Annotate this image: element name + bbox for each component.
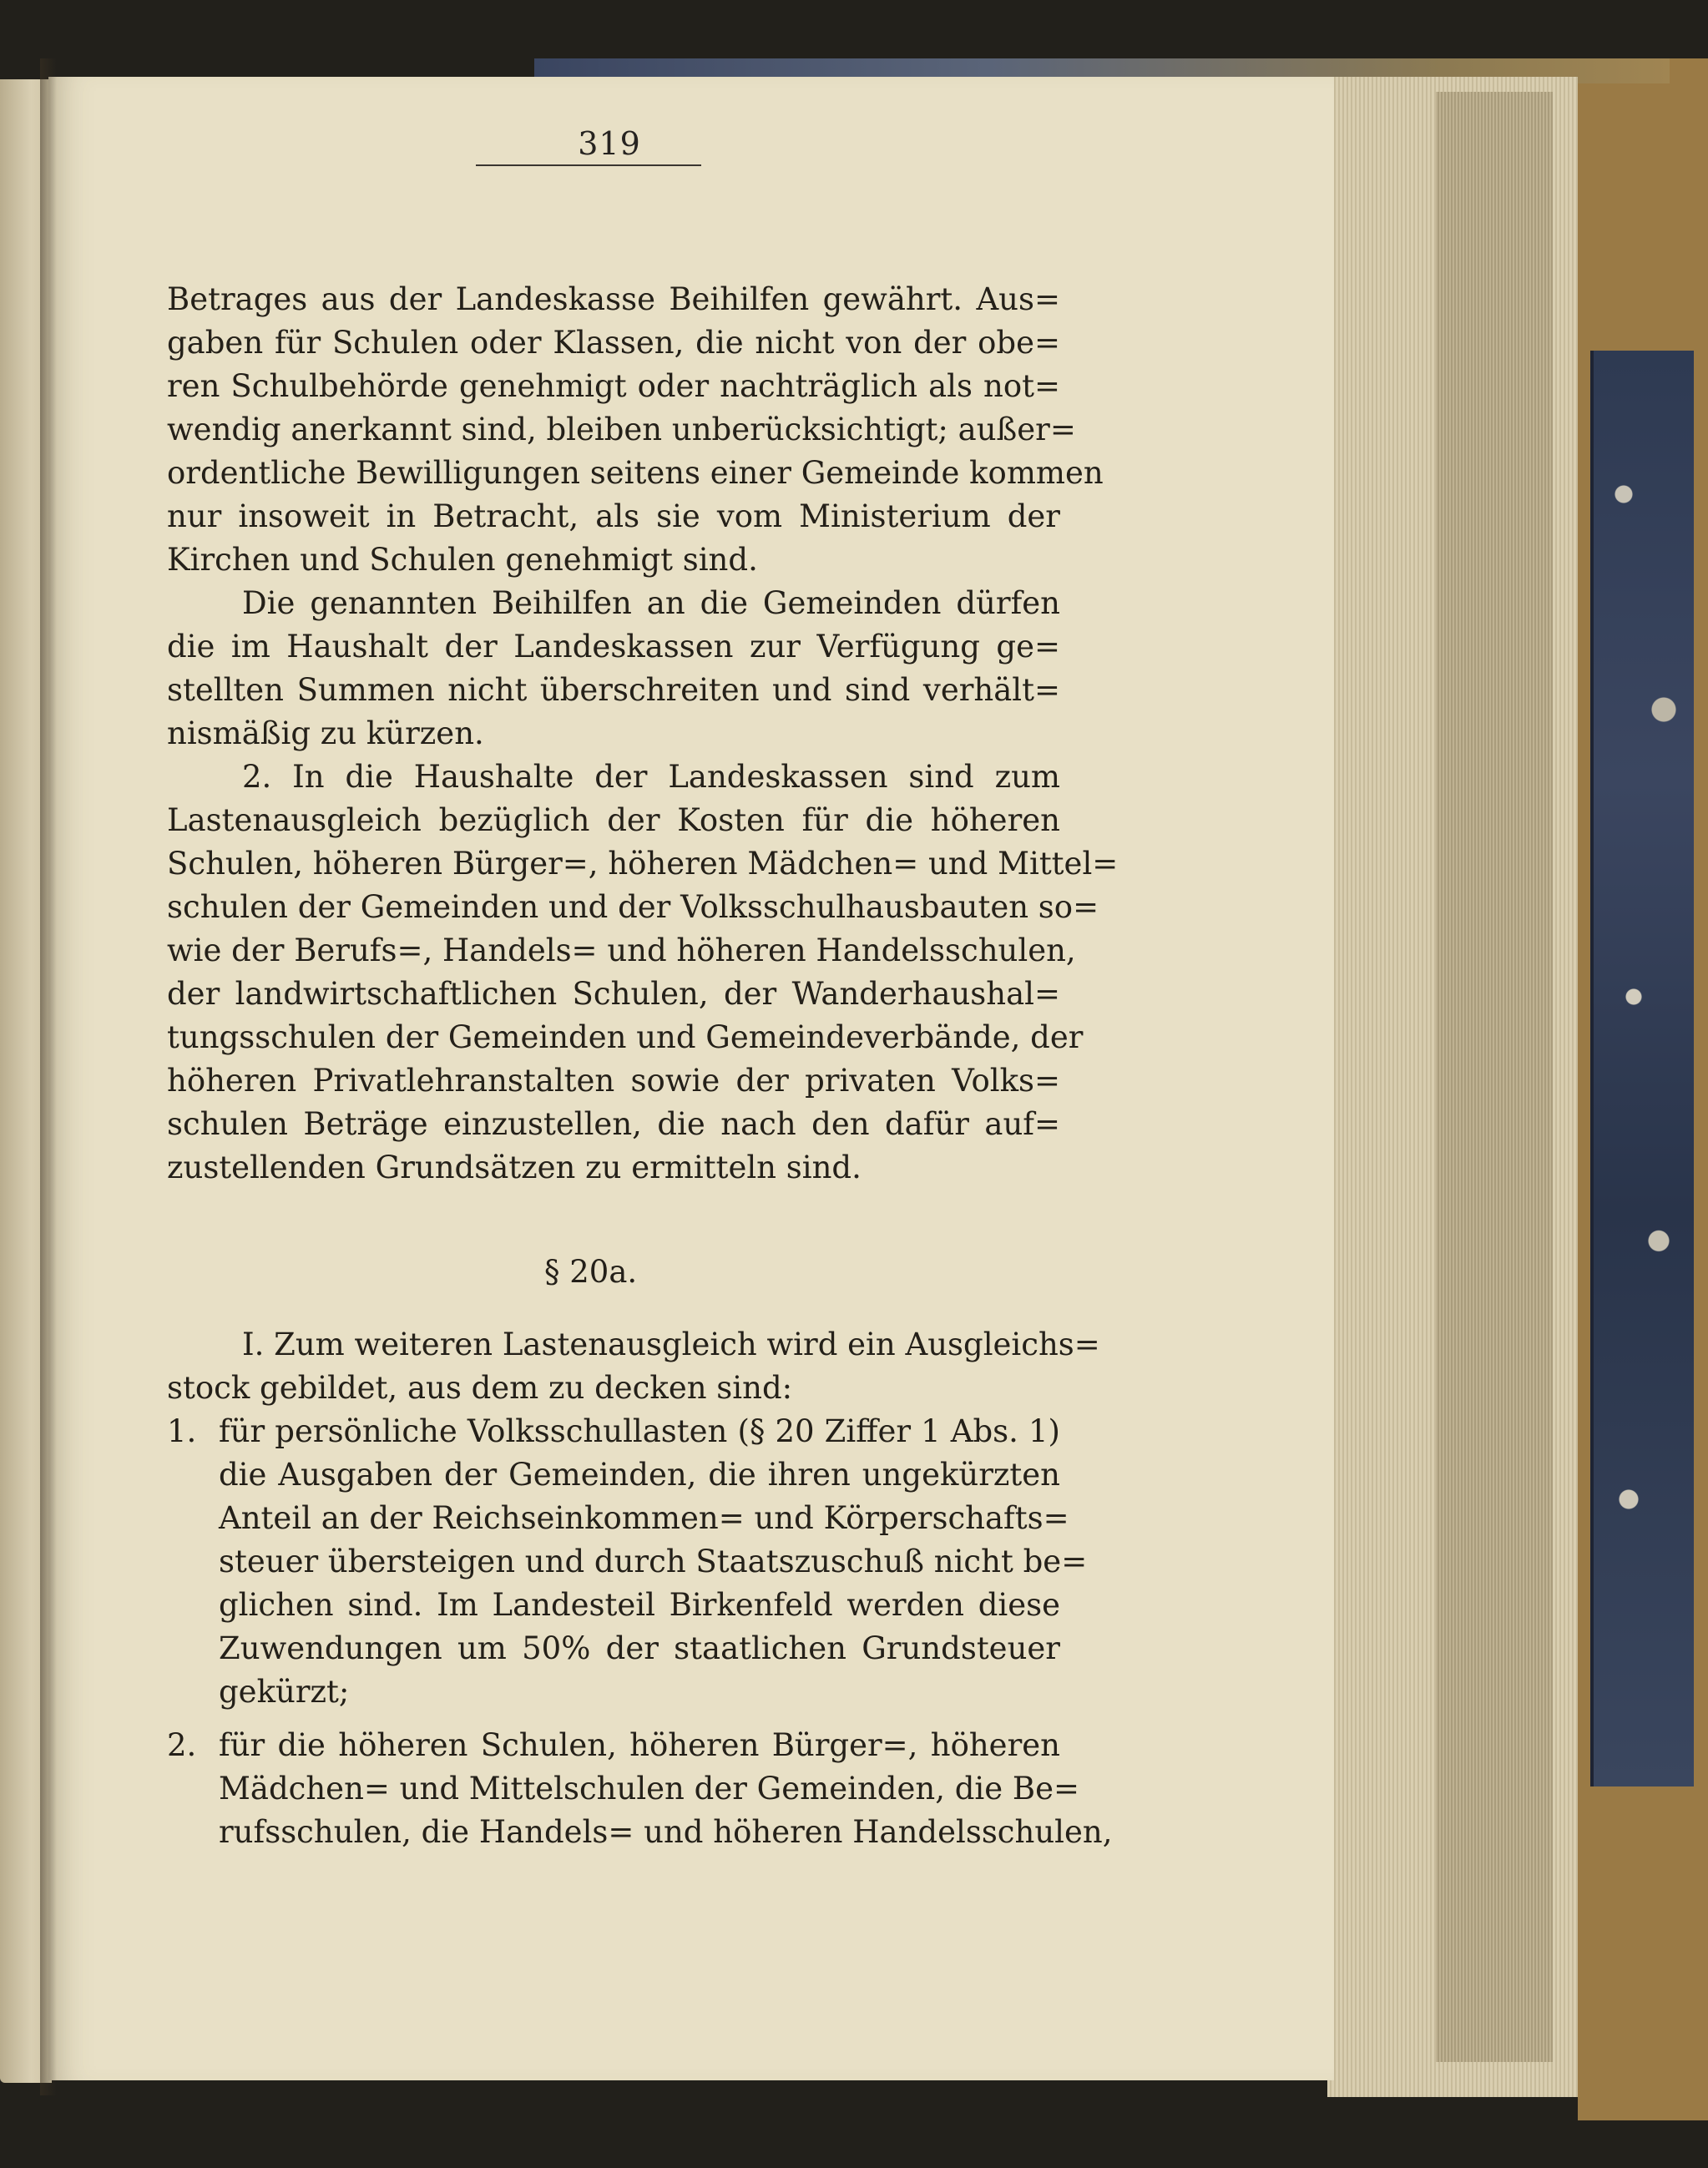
marbled-cover-edge xyxy=(1590,351,1694,1786)
text-line: rufsschulen, die Handels= und höheren Handelsschulen, xyxy=(219,1814,1113,1850)
text-line: für die höheren Schulen, höheren Bürger=, höheren xyxy=(219,1727,1060,1763)
list-item-number: 1. xyxy=(167,1413,197,1449)
text-line: schulen der Gemeinden und der Volksschulhausbauten so= xyxy=(167,889,1099,925)
text-line: die Ausgaben der Gemeinden, die ihren ungekürzten xyxy=(219,1457,1060,1493)
header-rule xyxy=(476,164,701,166)
page-number: 319 xyxy=(578,125,641,162)
text-line: Anteil an der Reichseinkommen= und Körperschafts= xyxy=(219,1500,1069,1536)
text-line: tungsschulen der Gemeinden und Gemeindeverbände, der xyxy=(167,1019,1084,1055)
gutter-shadow xyxy=(40,58,57,2095)
list-item-number: 2. xyxy=(167,1727,197,1763)
text-line: Lastenausgleich bezüglich der Kosten für die höheren xyxy=(167,802,1060,838)
text-line: Zuwendungen um 50% der staatlichen Grundsteuer xyxy=(219,1630,1060,1666)
text-line: Die genannten Beihilfen an die Gemeinden dürfen xyxy=(242,585,1060,621)
text-line: steuer übersteigen und durch Staatszuschuß nicht be= xyxy=(219,1544,1088,1579)
text-line: zustellenden Grundsätzen zu ermitteln sind. xyxy=(167,1150,862,1185)
text-line: glichen sind. Im Landesteil Birkenfeld werden diese xyxy=(219,1587,1060,1623)
text-line: ren Schulbehörde genehmigt oder nachträglich als not= xyxy=(167,368,1060,404)
text-line: nismäßig zu kürzen. xyxy=(167,715,484,751)
text-line: Mädchen= und Mittelschulen der Gemeinden, die Be= xyxy=(219,1771,1079,1807)
text-line: höheren Privatlehranstalten sowie der privaten Volks= xyxy=(167,1063,1060,1099)
text-line: der landwirtschaftlichen Schulen, der Wanderhaushal= xyxy=(167,976,1060,1012)
text-line: Schulen, höheren Bürger=, höheren Mädchen= und Mittel= xyxy=(167,846,1119,882)
text-line: wendig anerkannt sind, bleiben unberücksichtigt; außer= xyxy=(167,412,1076,447)
text-line: Kirchen und Schulen genehmigt sind. xyxy=(167,542,758,578)
text-line: gekürzt; xyxy=(219,1674,350,1710)
text-line: gaben für Schulen oder Klassen, die nicht von der obe= xyxy=(167,325,1060,361)
text-line: ordentliche Bewilligungen seitens einer Gemeinde kommen xyxy=(167,455,1104,491)
text-line: stock gebildet, aus dem zu decken sind: xyxy=(167,1370,793,1406)
section-heading: § 20a. xyxy=(544,1254,638,1290)
text-line: Betrages aus der Landeskasse Beihilfen gewährt. Aus= xyxy=(167,281,1060,317)
text-line: schulen Beträge einzustellen, die nach den dafür auf= xyxy=(167,1106,1060,1142)
text-line: für persönliche Volksschullasten (§ 20 Ziffer 1 Abs. 1) xyxy=(219,1413,1060,1449)
page-block-edge-inner xyxy=(1436,92,1553,2062)
text-line: die im Haushalt der Landeskassen zur Verfügung ge= xyxy=(167,629,1060,665)
text-line: 2. In die Haushalte der Landeskassen sind zum xyxy=(242,759,1060,795)
text-line: nur insoweit in Betracht, als sie vom Ministerium der xyxy=(167,498,1060,534)
text-line: wie der Berufs=, Handels= und höheren Handelsschulen, xyxy=(167,932,1076,968)
text-line: stellten Summen nicht überschreiten und sind verhält= xyxy=(167,672,1060,708)
text-line: I. Zum weiteren Lastenausgleich wird ein Ausgleichs= xyxy=(242,1327,1100,1362)
